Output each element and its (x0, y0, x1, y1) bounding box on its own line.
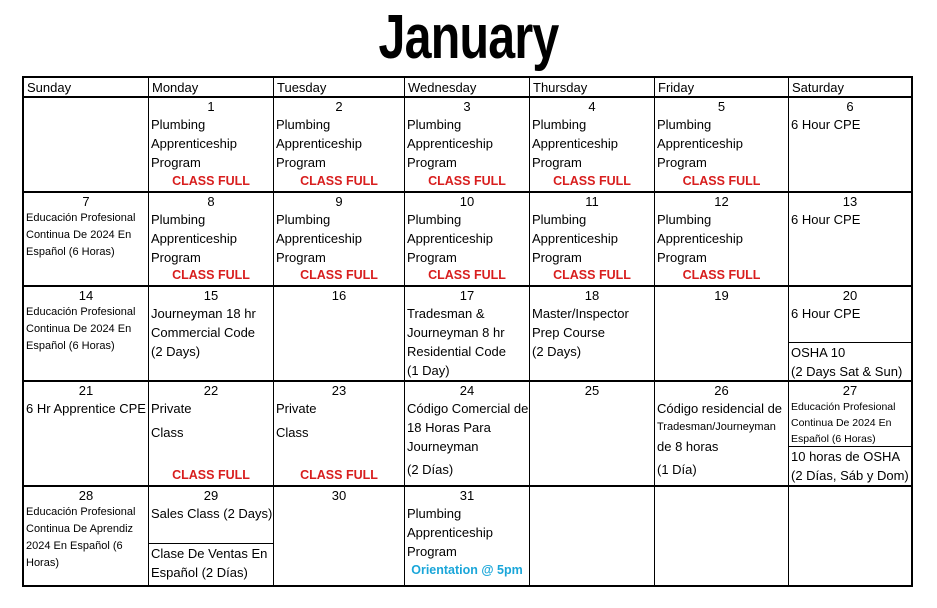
day-number: 7 (82, 194, 90, 209)
day-number: 27 (842, 383, 858, 398)
day-cell-6[interactable] (789, 98, 911, 193)
event-line: Apprenticeship (407, 231, 493, 246)
event-text (530, 210, 654, 267)
day-cell-14[interactable] (24, 287, 149, 382)
event-line: Plumbing (532, 212, 587, 227)
weekday-header-sun: Sunday (24, 78, 149, 98)
event-line: Prep Course (532, 325, 605, 340)
day-number: 4 (588, 99, 596, 114)
event-line: Español (6 Horas) (26, 246, 115, 258)
event-line: Apprenticeship (532, 231, 618, 246)
day-number: 25 (584, 383, 600, 398)
class-full-label: CLASS FULL (553, 174, 631, 188)
event-text (274, 115, 404, 172)
day-cell-19[interactable] (655, 287, 789, 382)
class-full-label: CLASS FULL (553, 268, 631, 282)
day-cell-28[interactable] (24, 487, 149, 585)
event-text (405, 210, 529, 267)
day-number: 8 (207, 194, 215, 209)
event-line: (2 Days) (151, 344, 201, 359)
event-text (149, 504, 273, 523)
event-line: Apprenticeship (276, 136, 362, 151)
event-line: Program (151, 155, 201, 170)
event-line: Continua De Aprendiz (26, 523, 134, 535)
event-line: Apprenticeship (657, 136, 743, 151)
event-line: Apprenticeship (276, 231, 362, 246)
day-number: 16 (331, 288, 347, 303)
event-line: Journeyman 8 hr (407, 325, 505, 340)
day-cell-10[interactable] (405, 193, 530, 287)
event-line: Tradesman/Journeyman (657, 421, 776, 433)
day-cell-2[interactable] (274, 98, 405, 193)
event-text (530, 304, 654, 361)
day-cell-31[interactable] (405, 487, 530, 585)
event-line: Journeyman (407, 439, 479, 454)
event-line: Program (532, 250, 582, 265)
weekday-header-tue: Tuesday (274, 78, 405, 98)
day-cell-18[interactable] (530, 287, 655, 382)
day-cell-5[interactable] (655, 98, 789, 193)
event-line: 6 Hour CPE (791, 117, 861, 132)
day-number: 17 (459, 288, 475, 303)
day-number: 29 (203, 488, 219, 503)
day-number: 12 (714, 194, 729, 209)
day-cell-24[interactable] (405, 382, 530, 487)
class-full-label: CLASS FULL (172, 268, 250, 282)
event-line: Commercial Code (151, 325, 256, 340)
day-number: 24 (459, 383, 475, 398)
day-cell-15[interactable] (149, 287, 274, 382)
event-line: Continua De 2024 En (26, 229, 132, 241)
event-text (149, 399, 273, 442)
day-cell[interactable] (530, 487, 655, 585)
split-section (789, 446, 911, 485)
calendar-grid (22, 76, 913, 587)
event-text (24, 504, 148, 572)
event-text (405, 115, 529, 172)
event-line: (1 Day) (407, 363, 450, 378)
class-full-label: CLASS FULL (428, 174, 506, 188)
event-line: Apprenticeship (151, 136, 237, 151)
event-line: Continua De 2024 En (791, 417, 892, 429)
event-line: Clase De Ventas En (151, 546, 268, 561)
day-cell-25[interactable] (530, 382, 655, 487)
event-line: Código Comercial de (407, 401, 529, 416)
orientation-note: Orientation @ 5pm (411, 563, 523, 577)
event-line: (2 Días, Sáb y Dom) (791, 468, 909, 483)
day-number: 18 (584, 288, 600, 303)
event-line: 6 Hour CPE (791, 212, 861, 227)
day-cell[interactable] (655, 487, 789, 585)
event-line: Educación Profesional (26, 506, 136, 518)
split-section (789, 342, 911, 381)
day-number: 21 (78, 383, 94, 398)
event-line: Código residencial de (657, 401, 783, 416)
day-number: 10 (459, 194, 475, 209)
event-text (789, 210, 911, 229)
day-cell-22[interactable] (149, 382, 274, 487)
day-number: 11 (585, 194, 599, 209)
event-line: Program (407, 155, 457, 170)
event-text (405, 304, 529, 380)
event-line: Plumbing (657, 212, 712, 227)
event-line: Apprenticeship (407, 525, 493, 540)
event-line: Program (151, 250, 201, 265)
event-line: Plumbing (276, 212, 331, 227)
event-line: Master/Inspector (532, 306, 629, 321)
day-number: 13 (842, 194, 858, 209)
event-line: Plumbing (657, 117, 712, 132)
day-number: 3 (463, 99, 471, 114)
event-text (24, 304, 148, 355)
event-text (274, 210, 404, 267)
day-cell-3[interactable] (405, 98, 530, 193)
event-line: Program (276, 155, 326, 170)
event-line: Plumbing (151, 117, 206, 132)
day-cell-8[interactable] (149, 193, 274, 287)
event-line: Program (657, 250, 707, 265)
day-cell-29[interactable] (149, 487, 274, 585)
event-line: Español (6 Horas) (26, 340, 115, 352)
event-line: 10 horas de OSHA (791, 449, 901, 464)
event-line: Program (407, 544, 457, 559)
event-line: (1 Día) (657, 462, 697, 477)
class-full-label: CLASS FULL (300, 174, 378, 188)
day-cell-23[interactable] (274, 382, 405, 487)
day-cell-7[interactable] (24, 193, 149, 287)
event-line: Sales Class (2 Days) (151, 506, 273, 521)
event-line: Plumbing (407, 506, 462, 521)
event-text (405, 399, 529, 477)
weekday-header-sat: Saturday (789, 78, 911, 98)
day-number: 19 (714, 288, 729, 303)
day-number: 15 (203, 288, 219, 303)
event-line: 2024 En Español (6 (26, 540, 123, 552)
month-title: January (378, 3, 559, 72)
day-number: 2 (335, 99, 343, 114)
event-line: Plumbing (407, 212, 462, 227)
day-cell-26[interactable] (655, 382, 789, 487)
event-line: (2 Days) (532, 344, 582, 359)
event-line: Educación Profesional (26, 306, 136, 318)
event-line: Class (276, 425, 309, 440)
event-text (149, 304, 273, 361)
day-number: 26 (714, 383, 729, 398)
class-full-label: CLASS FULL (428, 268, 506, 282)
event-line: Apprenticeship (407, 136, 493, 151)
event-line: Español (2 Días) (151, 565, 248, 580)
event-text (530, 115, 654, 172)
event-text (789, 399, 911, 447)
class-full-label: CLASS FULL (172, 174, 250, 188)
event-line: Program (657, 155, 707, 170)
event-line: Private (151, 401, 192, 416)
day-number: 31 (459, 488, 475, 503)
event-text (24, 210, 148, 261)
event-line: Program (276, 250, 326, 265)
event-line: Apprenticeship (151, 231, 237, 246)
split-section (149, 543, 273, 582)
class-full-label: CLASS FULL (172, 468, 250, 482)
event-line: (2 Days Sat & Sun) (791, 364, 903, 379)
event-text (655, 115, 788, 172)
event-text (655, 210, 788, 267)
day-cell-16[interactable] (274, 287, 405, 382)
event-line: Español (6 Horas) (791, 433, 876, 445)
day-number: 14 (78, 288, 94, 303)
event-line: Private (276, 401, 317, 416)
event-line: (2 Días) (407, 462, 454, 477)
day-cell-12[interactable] (655, 193, 789, 287)
day-number: 5 (717, 99, 726, 114)
day-number: 1 (207, 99, 215, 114)
day-cell-1[interactable] (149, 98, 274, 193)
event-line: Plumbing (407, 117, 462, 132)
event-line: Plumbing (151, 212, 206, 227)
event-line: Journeyman 18 hr (151, 306, 256, 321)
day-cell-30[interactable] (274, 487, 405, 585)
event-text (789, 304, 911, 323)
day-cell-20[interactable] (789, 287, 911, 382)
event-text (149, 210, 273, 267)
class-full-label: CLASS FULL (300, 468, 378, 482)
weekday-header-thu: Thursday (530, 78, 655, 98)
event-line: Plumbing (276, 117, 331, 132)
day-cell-27[interactable] (789, 382, 911, 487)
day-cell[interactable] (789, 487, 911, 585)
event-line: Apprenticeship (532, 136, 618, 151)
event-text (789, 115, 911, 134)
day-cell-11[interactable] (530, 193, 655, 287)
event-line: Educación Profesional (791, 401, 896, 413)
class-full-label: CLASS FULL (300, 268, 378, 282)
event-line: Residential Code (407, 344, 507, 359)
event-line: Continua De 2024 En (26, 323, 132, 335)
event-line: Class (151, 425, 184, 440)
day-cell-17[interactable] (405, 287, 530, 382)
day-cell-4[interactable] (530, 98, 655, 193)
class-full-label: CLASS FULL (682, 174, 761, 188)
class-full-label: CLASS FULL (682, 268, 761, 282)
event-line: Apprenticeship (657, 231, 743, 246)
day-cell-21[interactable] (24, 382, 149, 487)
event-line: Plumbing (532, 117, 587, 132)
day-number: 30 (331, 488, 347, 503)
event-text (274, 399, 404, 442)
event-line: 6 Hour CPE (791, 306, 861, 321)
event-line: Tradesman & (407, 306, 485, 321)
day-number: 6 (846, 99, 854, 114)
day-number: 23 (331, 383, 347, 398)
event-line: Horas) (26, 557, 60, 569)
event-line: Educación Profesional (26, 212, 136, 224)
weekday-header-fri: Friday (655, 78, 789, 98)
event-line: Program (407, 250, 457, 265)
weekday-header-wed: Wednesday (405, 78, 530, 98)
weekday-header-mon: Monday (149, 78, 274, 98)
day-number: 20 (842, 288, 858, 303)
day-number: 22 (203, 383, 219, 398)
day-cell-9[interactable] (274, 193, 405, 287)
event-line: 6 Hr Apprentice CPE (26, 401, 146, 416)
event-line: OSHA 10 (791, 345, 846, 360)
event-line: Program (532, 155, 582, 170)
event-line: de 8 horas (657, 439, 719, 454)
day-number: 9 (335, 194, 343, 209)
event-text (149, 115, 273, 172)
day-cell-13[interactable] (789, 193, 911, 287)
day-number: 28 (78, 488, 94, 503)
event-line: 18 Horas Para (407, 420, 491, 435)
day-cell[interactable] (24, 98, 149, 193)
event-text (24, 399, 148, 418)
event-text (405, 504, 529, 561)
